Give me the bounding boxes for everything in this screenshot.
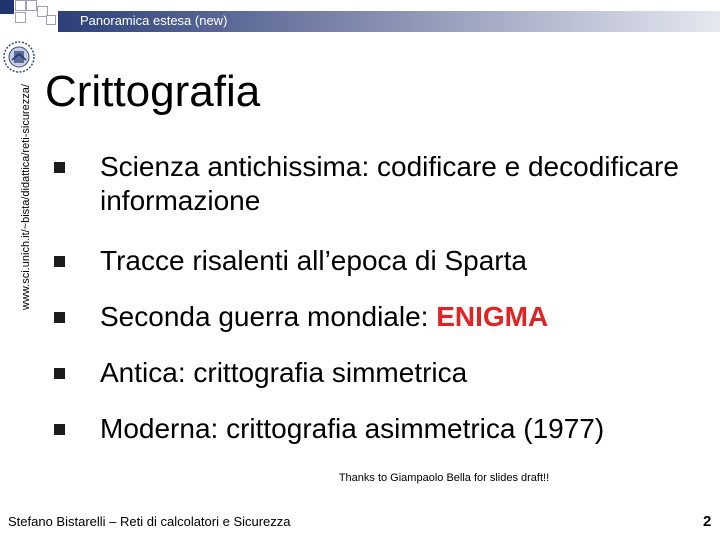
bullet-square-icon [54, 256, 65, 267]
university-seal-icon [2, 40, 36, 74]
footer-credits: Thanks to Giampaolo Bella for slides draft!! [338, 472, 550, 484]
bullet-square-icon [54, 162, 65, 173]
sidebar-url: www.sci.unich.it/~bista/didattica/reti-sicurezza/ [20, 84, 32, 310]
page-number: 2 [703, 513, 712, 530]
bullet-square-icon [54, 424, 65, 435]
bullet-text: Tracce risalenti all’epoca di Sparta [100, 245, 527, 276]
bullet-item [54, 412, 694, 446]
bullet-item [54, 300, 694, 334]
bullet-item [54, 244, 694, 278]
footer-author: Stefano Bistarelli – Reti di calcolatori e Sicurezza [8, 514, 291, 529]
bullet-text: Seconda guerra mondiale: [100, 301, 437, 332]
header-title: Panoramica estesa (new) [80, 13, 228, 28]
bullet-square-icon [54, 312, 65, 323]
bullet-text: Moderna: crittografia asimmetrica (1977) [100, 413, 605, 444]
slide-title: Crittografia [45, 67, 261, 116]
bullet-list [54, 150, 694, 446]
bullet-square-icon [54, 368, 65, 379]
bullet-highlight: ENIGMA [436, 301, 549, 332]
bullet-text: Antica: crittografia simmetrica [100, 357, 468, 388]
bullet-item [54, 356, 694, 390]
bullet-text: Scienza antichissima: codificare e decodificare informazione [100, 151, 679, 216]
bullet-item [54, 150, 694, 218]
